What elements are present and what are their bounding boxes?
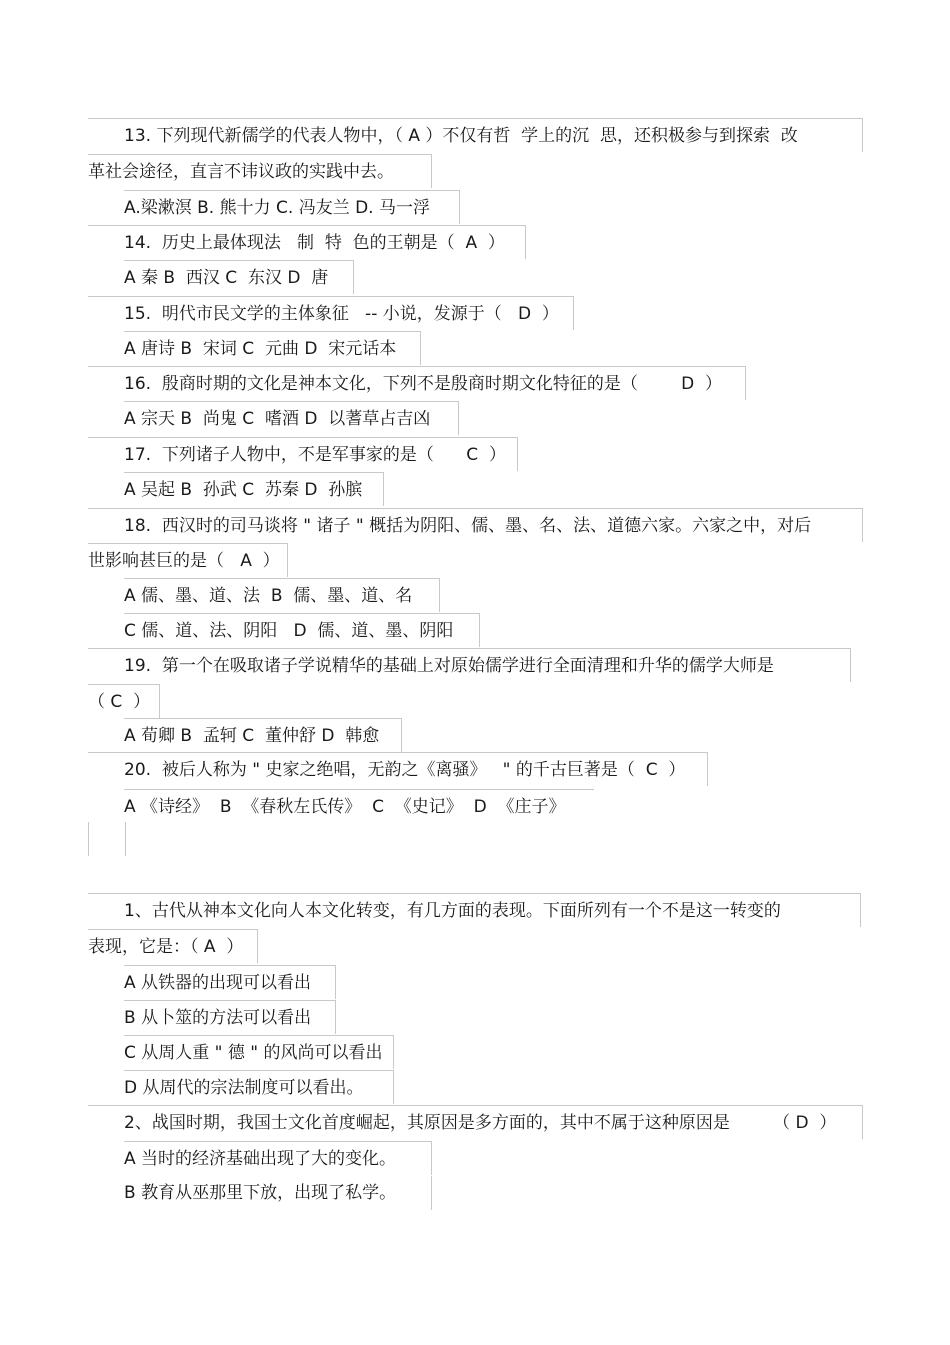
empty-frame xyxy=(88,822,126,856)
question-18-line2: 世影响甚巨的是（ A ） xyxy=(88,543,288,577)
part2-question-1-option-a: A 从铁器的出现可以看出 xyxy=(124,965,336,999)
part2-question-1-line1: 1、古代从神本文化向人本文化转变，有几方面的表现。下面所列有一个不是这一转变的 xyxy=(88,893,861,927)
part2-question-1-option-d: D 从周代的宗法制度可以看出。 xyxy=(124,1070,394,1104)
part2-question-1-option-b: B 从卜筮的方法可以看出 xyxy=(124,1000,336,1034)
part2-question-2-option-a: A 当时的经济基础出现了大的变化。 xyxy=(124,1141,432,1175)
question-15-line1: 15. 明代市民文学的主体象征 -- 小说，发源于（ D ） xyxy=(88,296,574,330)
question-20-options: A 《诗经》 B 《春秋左氏传》 C 《史记》 D 《庄子》 xyxy=(124,789,594,823)
question-14-options: A 秦 B 西汉 C 东汉 D 唐 xyxy=(124,260,354,294)
question-15-options: A 唐诗 B 宋词 C 元曲 D 宋元话本 xyxy=(124,331,421,365)
question-19-line1: 19. 第一个在吸取诸子学说精华的基础上对原始儒学进行全面清理和升华的儒学大师是 xyxy=(88,648,851,682)
part2-question-1-line2: 表现，它是：（ A ） xyxy=(88,929,258,963)
question-19-line2: （ C ） xyxy=(88,684,160,718)
question-13-line1: 13. 下列现代新儒学的代表人物中，（ A ）不仅有哲 学上的沉 思，还积极参与到探索 改 xyxy=(88,118,863,152)
question-17-options: A 吴起 B 孙武 C 苏秦 D 孙膑 xyxy=(124,472,384,506)
question-20-line1: 20. 被后人称为 " 史家之绝唱，无韵之《离骚》 " 的千古巨著是（ C ） xyxy=(88,752,708,786)
question-13-line2: 革社会途径，直言不讳议政的实践中去。 xyxy=(88,154,432,188)
question-16-line1: 16. 殷商时期的文化是神本文化，下列不是殷商时期文化特征的是（ D ） xyxy=(88,366,746,400)
question-18-options-cd: C 儒、道、法、阴阳 D 儒、道、墨、阴阳 xyxy=(124,613,480,647)
part2-question-2-option-b: B 教育从巫那里下放，出现了私学。 xyxy=(124,1176,432,1210)
question-19-options: A 荀卿 B 孟轲 C 董仲舒 D 韩愈 xyxy=(124,718,402,752)
question-18-options-ab: A 儒、墨、道、法 B 儒、墨、道、名 xyxy=(124,578,440,612)
question-17-line1: 17. 下列诸子人物中，不是军事家的是（ C ） xyxy=(88,437,518,471)
part2-question-1-option-c: C 从周人重 " 德 " 的风尚可以看出 xyxy=(124,1035,394,1069)
part2-question-2-line1: 2、战国时期，我国士文化首度崛起，其原因是多方面的，其中不属于这种原因是 （ D ） xyxy=(88,1105,863,1139)
question-16-options: A 宗天 B 尚鬼 C 嗜酒 D 以蓍草占吉凶 xyxy=(124,401,459,435)
question-13-options: A.梁漱溟 B. 熊十力 C. 冯友兰 D. 马一浮 xyxy=(124,190,460,224)
question-14-line1: 14. 历史上最体现法 制 特 色的王朝是（ A ） xyxy=(88,225,526,259)
question-18-line1: 18. 西汉时的司马谈将 " 诸子 " 概括为阴阳、儒、墨、名、法、道德六家。六家之中，对后 xyxy=(88,508,863,542)
